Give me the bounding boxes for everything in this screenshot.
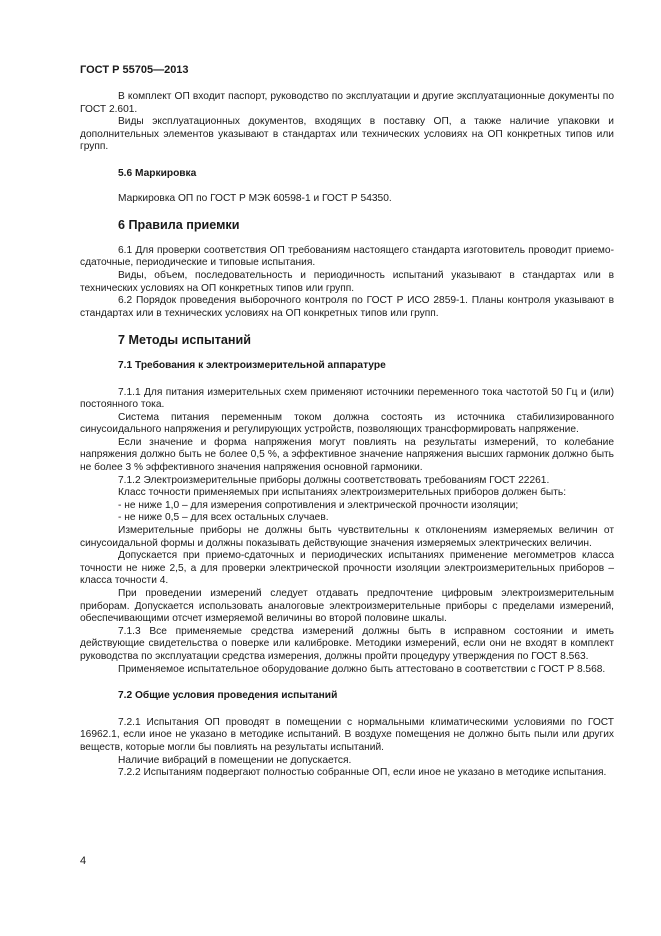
paragraph: Применяемое испытательное оборудование должно быть аттестовано в соответствии с ГОСТ Р 8.568. [118, 663, 606, 675]
paragraph: 7.2.2 Испытаниям подвергают полностью собранные ОП, если иное не указано в методике испытания. [118, 767, 607, 779]
paragraph: Наличие вибраций в помещении не допускается. [118, 754, 352, 766]
paragraph: Виды эксплуатационных документов, входящих в поставку ОП, а также наличие упаковки и дополнительных элементов указывают в стандартах или технических условиях на ОП конкретных типов или групп. [80, 116, 614, 153]
document-body [80, 91, 614, 780]
document-header: ГОСТ Р 55705—2013 [80, 64, 189, 76]
paragraph: Допускается при приемо-сдаточных и периодических испытаниях применение мегомметров класса точности не ниже 2,5, а для проверки электрической прочности изоляции электроизмерительных приборов – класса точности 4. [80, 550, 614, 587]
subsection-heading-7-1: 7.1 Требования к электроизмерительной аппаратуре [118, 359, 386, 371]
paragraph: Измерительные приборы не должны быть чувствительны к отклонениям измеряемых величин от синусоидальной формы и должны показывать действующие значения измеряемых электрических величин. [80, 525, 614, 549]
page-number: 4 [80, 855, 87, 867]
paragraph: Система питания переменным током должна состоять из источника стабилизированного синусоидального напряжения и регулирующих устройств, позволяющих трансформировать напряжение. [80, 411, 614, 436]
section-heading-5-6: 5.6 Маркировка [118, 167, 197, 179]
paragraph: При проведении измерений следует отдавать предпочтение цифровым электроизмерительным приборам. Допускается использовать аналоговые электроизмерительные приборы с пределами измерений, обеспечивающими отсчет измеряемой величины во второй половине шкалы. [80, 588, 614, 625]
list-item: - не ниже 1,0 – для измерения сопротивления и электрической прочности изоляции; [118, 499, 519, 511]
list-item: - не ниже 0,5 – для всех остальных случаев. [118, 512, 329, 524]
section-heading-6: 6 Правила приемки [118, 218, 240, 233]
paragraph: 7.1.1 Для питания измерительных схем применяют источники переменного тока частотой 50 Гц и (или) постоянного тока. [80, 386, 614, 411]
paragraph: 7.2.1 Испытания ОП проводят в помещении с нормальными климатическими условиями по ГОСТ 16962.1, если иное не указано в методике испытаний. В воздухе помещения не должно быть пыли или других веществ, которые могли бы повлиять на результаты испытаний. [80, 716, 614, 753]
paragraph: 7.1.2 Электроизмерительные приборы должны соответствовать требованиям ГОСТ 22261. [118, 474, 550, 486]
paragraph: Виды, объем, последовательность и периодичность испытаний указывают в стандартах или в технических условиях на ОП конкретных типов или групп. [80, 269, 614, 294]
paragraph: 6.2 Порядок проведения выборочного контроля по ГОСТ Р ИСО 2859-1. Планы контроля указывают в стандартах или в технических условиях на ОП конкретных типов или групп. [80, 295, 614, 319]
paragraph: Маркировка ОП по ГОСТ Р МЭК 60598-1 и ГОСТ Р 54350. [118, 192, 392, 204]
paragraph: 7.1.3 Все применяемые средства измерений должны быть в исправном состоянии и иметь действующие свидетельства о поверке или калибровке. Методики измерений, если они не входят в комплект руководства по эксплуатации средства измерения, должны пройти процедуру утверждения по ГОСТ 8.563. [80, 625, 614, 662]
paragraph: В комплект ОП входит паспорт, руководство по эксплуатации и другие эксплуатационные документы по ГОСТ 2.601. [80, 91, 614, 115]
subsection-heading-7-2: 7.2 Общие условия проведения испытаний [118, 690, 338, 702]
section-heading-7: 7 Методы испытаний [118, 333, 251, 348]
paragraph: Если значение и форма напряжения могут повлиять на результаты измерений, то колебание напряжения должно быть не более 0,5 %, а эффективное значение напряжения высших гармоник должно быть не более 3 % эффективного значения напряжения основной гармоники. [80, 436, 614, 474]
paragraph: Класс точности применяемых при испытаниях электроизмерительных приборов должен быть: [118, 487, 567, 499]
paragraph: 6.1 Для проверки соответствия ОП требованиям настоящего стандарта изготовитель проводит приемо-сдаточные, периодические и типовые испытания. [80, 244, 614, 269]
